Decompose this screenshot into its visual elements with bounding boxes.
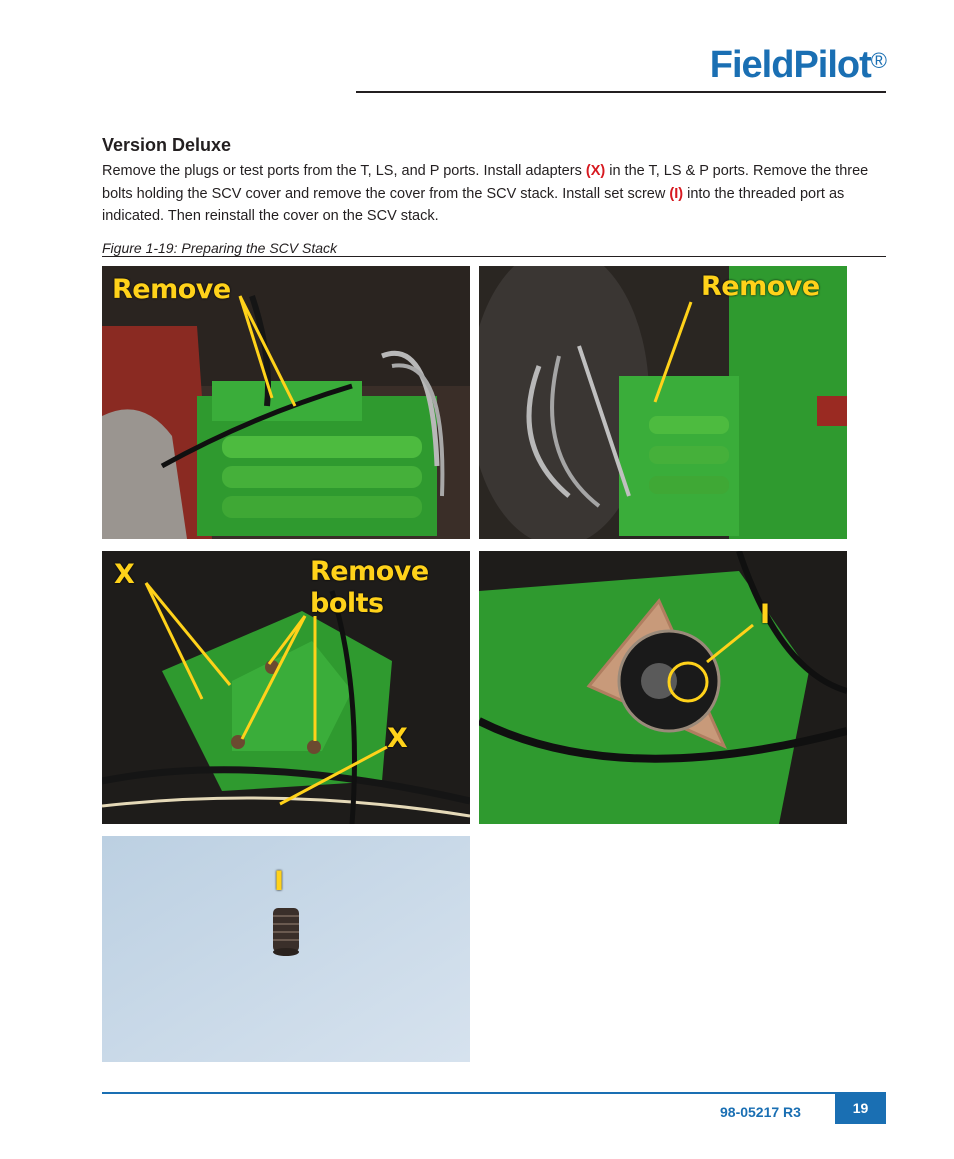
photo-scv-cover-bolts [102, 551, 470, 824]
instruction-paragraph [102, 160, 888, 228]
photo3-x-label-bottom: X [387, 723, 408, 754]
photo-scv-front [102, 266, 470, 539]
photo-scv-side [479, 266, 847, 539]
header-rule [356, 91, 886, 93]
brand-name: FieldPilot [709, 44, 871, 86]
set-screw-ref: (I) [669, 185, 684, 202]
photo4-i-label: I [760, 599, 770, 630]
photo1-remove-label: Remove [112, 274, 231, 305]
brand-logo [710, 44, 886, 87]
photo3-x-label-top: X [114, 559, 135, 590]
body-text-2: in the T, LS & P ports. Remove the three bolts holding the SCV cover and remove the cover from the SCV stack. Install set screw [102, 163, 869, 202]
footer-rule [102, 1092, 886, 1094]
photo2-remove-label: Remove [701, 271, 820, 302]
figure-caption: Figure 1-19: Preparing the SCV Stack [102, 240, 338, 256]
photo3-remove-bolts-label: Remove bolts [310, 556, 429, 619]
registered-mark: ® [870, 48, 886, 73]
photo5-i-label: I [274, 866, 284, 897]
document-number: 98-05217 R3 [720, 1104, 801, 1120]
photo-scv-open-port [479, 551, 847, 824]
photo-set-screw [102, 836, 470, 1062]
adapter-ref: (X) [585, 163, 606, 179]
section-title: Version Deluxe [102, 135, 232, 155]
body-text-3: into the threaded port as indicated. Then reinstall the cover on the SCV stack. [102, 185, 845, 224]
figure-rule [102, 256, 886, 257]
body-text-1: Remove the plugs or test ports from the T, LS, and P ports. Install adapters [102, 163, 586, 179]
page-number: 19 [835, 1092, 886, 1124]
